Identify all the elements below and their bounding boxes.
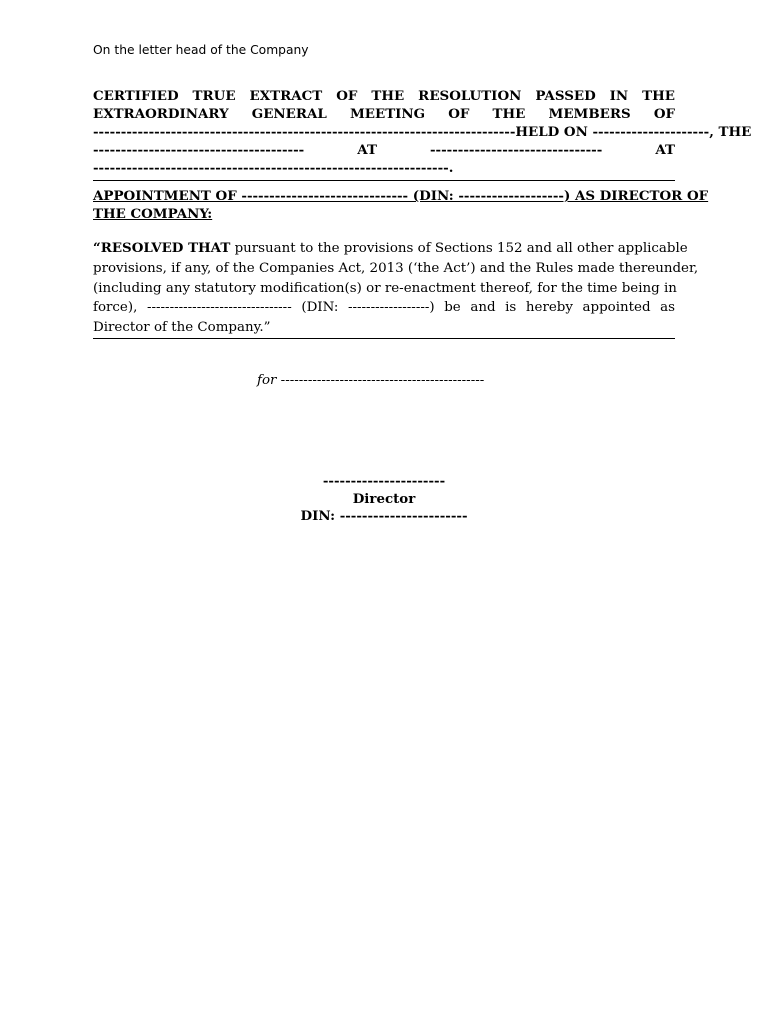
title-line-3: ----------------------------------------------------------------------------HELD ON ---------------------, THE [93,124,752,140]
title-line-2: EXTRAORDINARY GENERAL MEETING OF THE MEMBERS OF [93,106,675,122]
subject-line-1: APPOINTMENT OF ------------------------------ (DIN: -------------------) AS DIRECTOR OF [93,188,709,204]
resolution-line-4: force), -------------------------------- (DIN: ------------------) be and is hereby appointed as [93,300,675,316]
resolved-that-lead: “RESOLVED THAT [93,240,231,256]
resolution-line-2: provisions, if any, of the Companies Act, 2013 (‘the Act’) and the Rules made thereunder, [93,260,699,276]
resolution-subject [93,187,709,223]
company-name-blank: --------------------------------------------- [276,373,485,388]
for-word: for [257,373,277,388]
director-din: DIN: ----------------------- [300,508,468,524]
resolution-line-1-text: pursuant to the provisions of Sections 152 and all other applicable [230,241,688,256]
designation: Director [352,490,416,507]
resolution-line-3: (including any statutory modification(s) or re-enactment thereof, for the time being in [93,280,677,296]
signature-block [93,473,675,526]
resolution-body [93,239,699,339]
subject-line-2: THE COMPANY: [93,206,213,222]
resolution-title [93,87,752,181]
for-company-line [257,373,484,388]
resolution-line-5: Director of the Company.” [93,320,271,336]
venue-blank: -------------------------------------- [93,142,305,158]
title-line-1: CERTIFIED TRUE EXTRACT OF THE RESOLUTION PASSED IN THE [93,88,675,104]
signature-line: ---------------------- [322,473,446,489]
at-word-2: AT [655,142,675,158]
title-line-4 [93,141,675,159]
at-word-1: AT [357,142,377,158]
letterhead-note: On the letter head of the Company [93,43,309,57]
resolution-line-1 [93,239,688,259]
title-line-5: ----------------------------------------------------------------. [93,160,454,176]
time-blank: ------------------------------- [429,142,603,158]
